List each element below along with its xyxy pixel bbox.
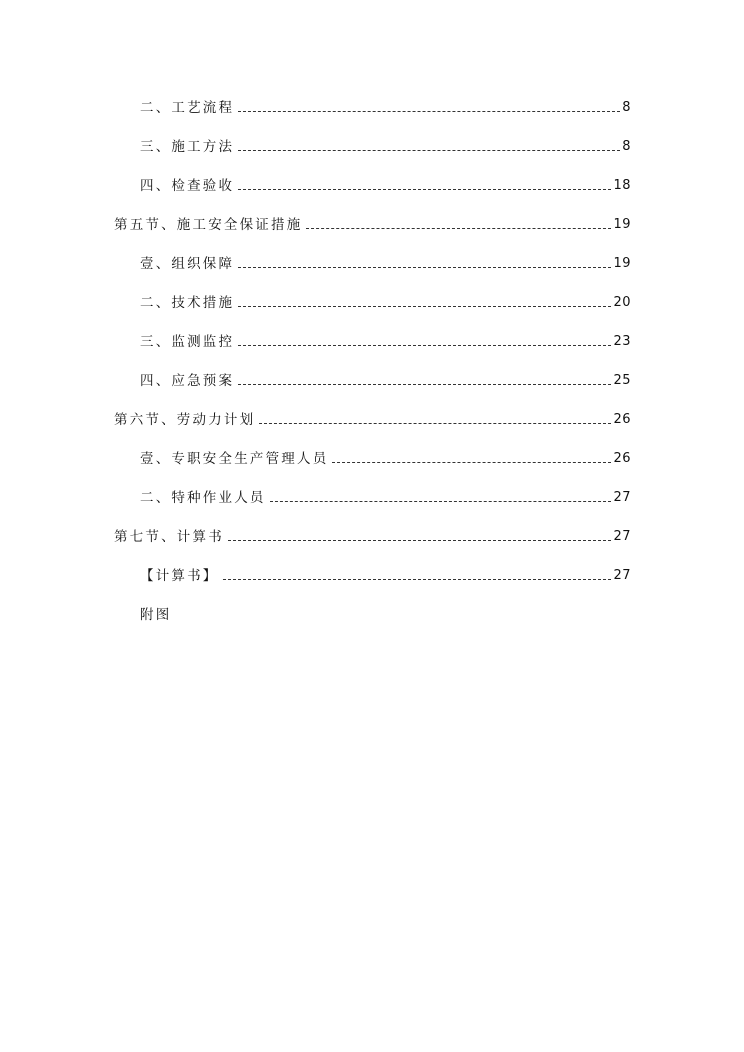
toc-entry-section-5[interactable] bbox=[114, 215, 631, 235]
toc-entry-section-7[interactable] bbox=[114, 527, 631, 547]
toc-entry-label: 四、检查验收 bbox=[140, 178, 235, 194]
toc-entry-label: 壹、组织保障 bbox=[140, 256, 235, 272]
toc-page-number: 25 bbox=[613, 373, 631, 388]
toc-entry-label: 二、工艺流程 bbox=[140, 100, 235, 116]
toc-leader-dots bbox=[238, 267, 611, 268]
toc-page-number: 20 bbox=[613, 295, 631, 310]
toc-entry-label: 四、应急预案 bbox=[140, 373, 235, 389]
toc-entry-organization-guarantee[interactable] bbox=[140, 254, 631, 274]
toc-entry-monitoring-control[interactable] bbox=[140, 332, 631, 352]
toc-entry-label: 壹、专职安全生产管理人员 bbox=[140, 451, 329, 467]
toc-entry-technical-measures[interactable] bbox=[140, 293, 631, 313]
toc-page-number: 27 bbox=[613, 490, 631, 505]
toc-page-number: 19 bbox=[613, 256, 631, 271]
toc-leader-dots bbox=[270, 501, 612, 502]
toc-leader-dots bbox=[228, 540, 612, 541]
toc-entry-label: 二、技术措施 bbox=[140, 295, 235, 311]
toc-page-number: 27 bbox=[613, 529, 631, 544]
toc-entry-safety-managers[interactable] bbox=[140, 449, 631, 469]
toc-entry-label: 【计算书】 bbox=[140, 568, 219, 584]
toc-leader-dots bbox=[223, 579, 612, 580]
toc-entry-construction-method[interactable] bbox=[140, 137, 631, 157]
toc-entry-section-6[interactable] bbox=[114, 410, 631, 430]
toc-leader-dots bbox=[238, 384, 611, 385]
toc-entry-calculation-book[interactable] bbox=[140, 566, 631, 586]
toc-entry-process-flow[interactable] bbox=[140, 98, 631, 118]
toc-leader-dots bbox=[238, 306, 611, 307]
toc-entry-label: 第七节、计算书 bbox=[114, 529, 224, 545]
toc-entry-special-operators[interactable] bbox=[140, 488, 631, 508]
toc-page-number: 18 bbox=[613, 178, 631, 193]
toc-appendix-drawings[interactable]: 附图 bbox=[140, 607, 172, 623]
toc-leader-dots bbox=[238, 189, 611, 190]
toc-page-number: 23 bbox=[613, 334, 631, 349]
toc-leader-dots bbox=[306, 228, 611, 229]
toc-leader-dots bbox=[238, 150, 620, 151]
toc-entry-inspection-acceptance[interactable] bbox=[140, 176, 631, 196]
toc-entry-label: 三、监测监控 bbox=[140, 334, 235, 350]
toc-entry-label: 第五节、施工安全保证措施 bbox=[114, 217, 303, 233]
toc-entry-emergency-plan[interactable] bbox=[140, 371, 631, 391]
toc-page-number: 19 bbox=[613, 217, 631, 232]
toc-page-number: 8 bbox=[622, 139, 631, 154]
toc-leader-dots bbox=[332, 462, 611, 463]
toc-leader-dots bbox=[238, 345, 611, 346]
toc-entry-label: 二、特种作业人员 bbox=[140, 490, 266, 506]
toc-leader-dots bbox=[259, 423, 611, 424]
toc-page-number: 8 bbox=[622, 100, 631, 115]
toc-page-number: 26 bbox=[613, 451, 631, 466]
toc-page-number: 26 bbox=[613, 412, 631, 427]
toc-entry-label: 第六节、劳动力计划 bbox=[114, 412, 256, 428]
toc-leader-dots bbox=[238, 111, 620, 112]
toc-entry-label: 三、施工方法 bbox=[140, 139, 235, 155]
toc-page-number: 27 bbox=[613, 568, 631, 583]
